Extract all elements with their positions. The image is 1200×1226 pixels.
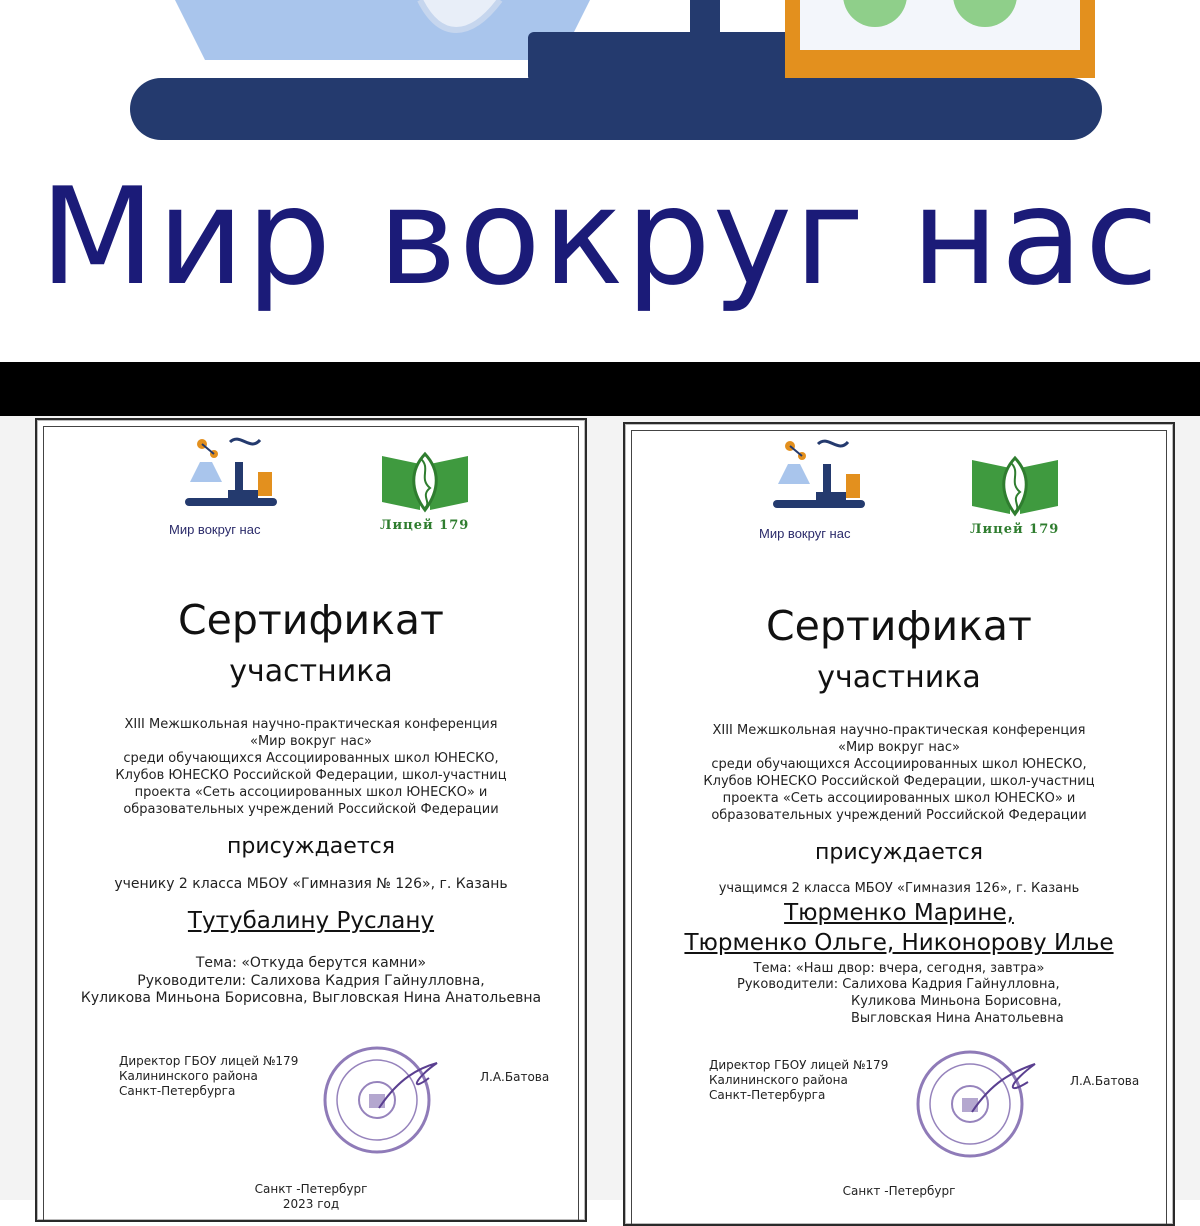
certificate-frame — [631, 430, 1167, 1226]
signature-icon — [972, 1064, 1035, 1112]
topic: Тема: «Откуда берутся камни» — [195, 955, 427, 971]
awarded-label: присуждается — [227, 834, 395, 859]
recipient-name: Тутубалину Руслану — [187, 908, 435, 934]
certificate-frame — [43, 426, 579, 1222]
certificate-title: Сертификат — [766, 602, 1032, 650]
seal-stamp — [319, 1038, 439, 1158]
topic: Тема: «Наш двор: вчера, сегодня, завтра» — [753, 961, 1045, 976]
year: 2023 год — [282, 1197, 340, 1211]
recipient-name: Тюрменко Марине, — [784, 900, 1014, 926]
awarded-label: присуждается — [815, 840, 983, 865]
lab-illustration — [0, 0, 1200, 160]
conference-text: XIII Межшкольная научно-практическая конференция «Мир вокруг нас» среди обучающихся Ассоциированных школ ЮНЕСКО, Клубов ЮНЕСКО Российской Федерации, школ-участниц проекта «Сеть ассоциированных школ ЮНЕСКО» и образовательных учреждений Российской Федерации — [115, 717, 507, 817]
certificate-2 — [623, 422, 1175, 1226]
banner — [0, 0, 1200, 362]
recipient-name: Тюрменко Ольге, Никонорову Илье — [684, 930, 1114, 956]
certificate-subtitle: участника — [817, 660, 981, 695]
supervisors: Руководители: Салихова Кадрия Гайнулловна, Куликова Миньона Борисовна, Выгловская Нина Анатольевна — [737, 977, 1064, 1026]
recipient-line: учащимся 2 класса МБОУ «Гимназия 126», г. Казань — [718, 881, 1080, 896]
logo-caption: Мир вокруг нас — [759, 526, 851, 541]
seal-stamp — [910, 1042, 1040, 1162]
lyceum-logo-icon — [380, 450, 470, 514]
director-name: Л.А.Батова — [1070, 1074, 1140, 1088]
recipient-line: ученику 2 класса МБОУ «Гимназия № 126», г. Казань — [114, 876, 508, 892]
lyceum-caption: Лицей 179 — [380, 518, 470, 533]
mir-logo-icon — [768, 434, 868, 524]
city: Санкт -Петербург — [254, 1182, 368, 1196]
lyceum-caption: Лицей 179 — [970, 522, 1060, 537]
banner-title: Мир вокруг нас — [39, 159, 1161, 315]
table-bar — [130, 78, 1102, 140]
director-name: Л.А.Батова — [480, 1070, 550, 1084]
flask-icon — [175, 0, 590, 60]
conference-text: XIII Межшкольная научно-практическая конференция «Мир вокруг нас» среди обучающихся Ассоциированных школ ЮНЕСКО, Клубов ЮНЕСКО Российской Федерации, школ-участниц проекта «Сеть ассоциированных школ ЮНЕСКО» и образовательных учреждений Российской Федерации — [703, 723, 1095, 823]
mir-logo-icon — [180, 432, 280, 522]
lyceum-logo-icon — [970, 454, 1060, 518]
logo-caption: Мир вокруг нас — [169, 522, 261, 537]
black-band — [0, 362, 1200, 416]
certificate-1 — [35, 418, 587, 1222]
director-block: Директор ГБОУ лицей №179 Калининского района Санкт-Петербурга — [119, 1054, 299, 1098]
certificate-subtitle: участника — [229, 654, 393, 689]
supervisors: Руководители: Салихова Кадрия Гайнулловна, Куликова Миньона Борисовна, Выгловская Нина Анатольевна — [80, 973, 542, 1006]
director-block: Директор ГБОУ лицей №179 Калининского района Санкт-Петербурга — [709, 1058, 889, 1102]
city: Санкт -Петербург — [842, 1184, 956, 1198]
certificate-title: Сертификат — [178, 596, 444, 644]
